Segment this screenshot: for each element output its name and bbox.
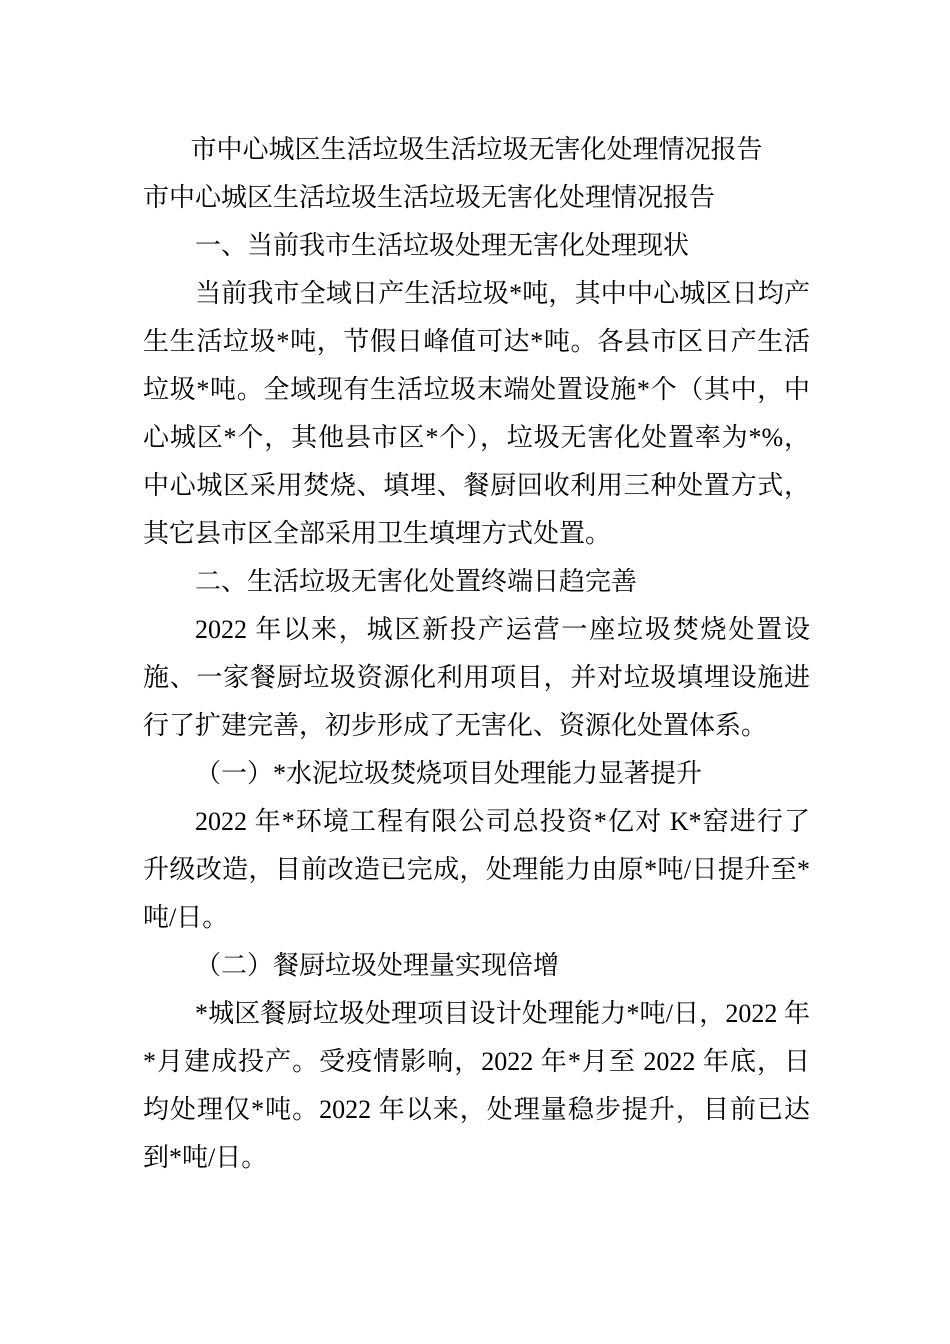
doc-heading-section-2: 二、生活垃圾无害化处置终端日趋完善 — [195, 567, 638, 596]
doc-paragraph-2: 2022 年以来，城区新投产运营一座垃圾焚烧处置设施、一家餐厨垃圾资源化利用项目，并对垃圾填埋设施进行了扩建完善，初步形成了无害化、资源化处置体系。 — [143, 615, 810, 740]
doc-paragraph-1: 当前我市全域日产生活垃圾*吨，其中中心城区日均产生生活垃圾*吨，节假日峰值可达*吨。各县市区日产生活垃圾*吨。全域现有生活垃圾末端处置设施*个（其中，中心城区*个，其他县市区*个），垃圾无害化处置率为*%，中心城区采用焚烧、填埋、餐厨回收利用三种处置方式，其它县市区全部采用卫生填埋方式处置。 — [143, 279, 810, 548]
doc-heading-sub-1: （一）*水泥垃圾焚烧项目处理能力显著提升 — [195, 759, 703, 788]
doc-title-repeat: 市中心城区生活垃圾生活垃圾无害化处理情况报告 — [143, 183, 716, 212]
doc-heading-section-1: 一、当前我市生活垃圾处理无害化处理现状 — [195, 231, 690, 260]
doc-paragraph-3: 2022 年*环境工程有限公司总投资*亿对 K*窑进行了升级改造，目前改造已完成，处理能力由原*吨/日提升至*吨/日。 — [143, 807, 810, 932]
doc-title: 市中心城区生活垃圾生活垃圾无害化处理情况报告 — [190, 135, 763, 164]
doc-paragraph-4: *城区餐厨垃圾处理项目设计处理能力*吨/日，2022 年*月建成投产。受疫情影响，2022 年*月至 2022 年底，日均处理仅*吨。2022 年以来，处理量稳步提升，目前已达到*吨/日。 — [143, 999, 810, 1172]
doc-heading-sub-2: （二）餐厨垃圾处理量实现倍增 — [195, 951, 560, 980]
